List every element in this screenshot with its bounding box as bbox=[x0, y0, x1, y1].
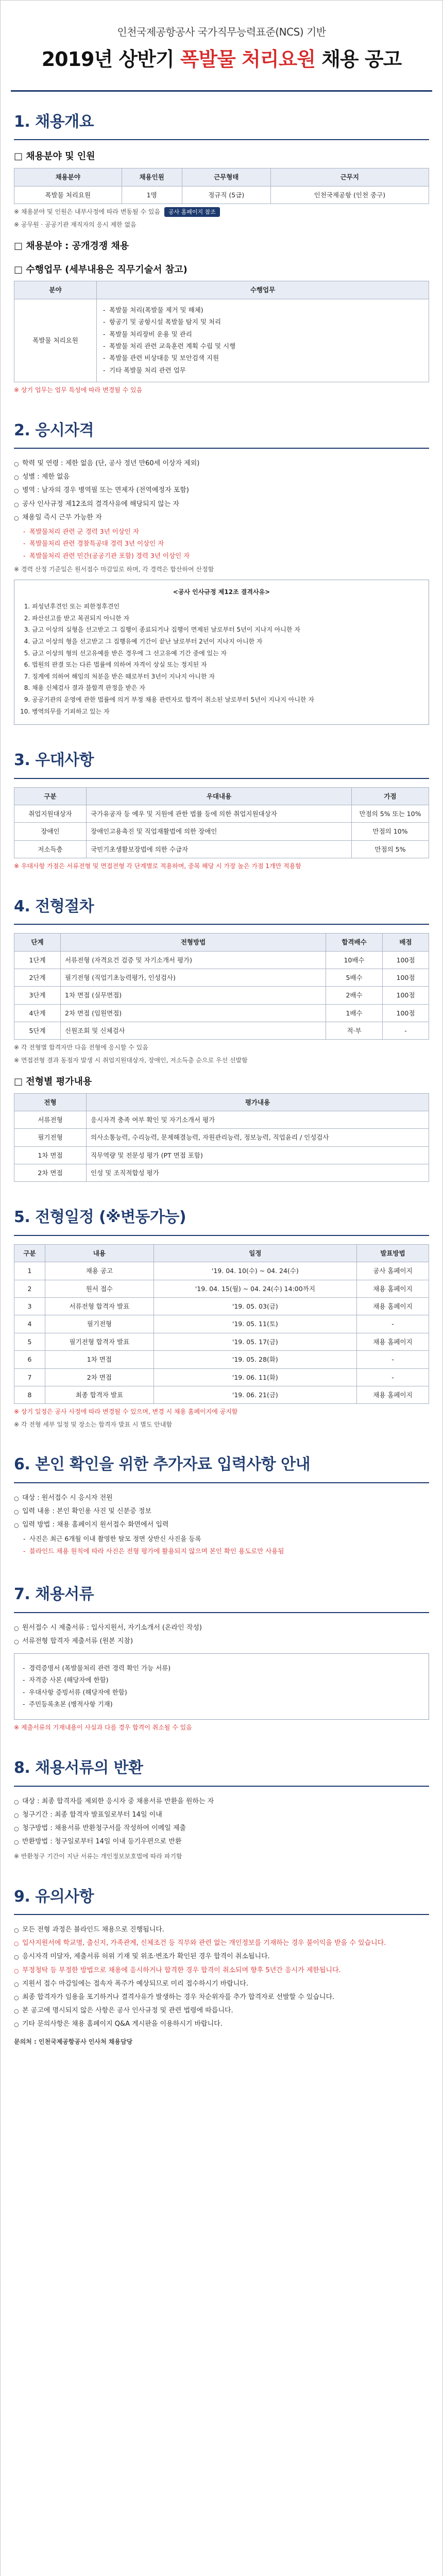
list-item: ○ 대상 : 원서접수 시 응시자 전원 bbox=[14, 1492, 429, 1505]
table-row: 폭발물 처리요원 - 폭발물 처리(폭발물 제거 및 해체) - 항공기 및 공항시설 폭발물 탐지 및 처리 - 폭발물 처리장비 운용 및 관리 - 폭발물 처리 관련 교육훈련 계획 수립 및 시행 - 폭발물 관련 비상대응 및 보안검색 지원 - 기타 폭발물 처리 관련 업무 bbox=[14, 299, 429, 382]
table-header-row: 구분 내용 일정 발표방법 bbox=[14, 1244, 429, 1262]
list-item: - 폭발물처리 관련 군 경력 3년 이상인 자 bbox=[23, 526, 429, 537]
section-process bbox=[1, 876, 442, 1188]
list-item: ○ 응시자격 미달자, 제출서류 허위 기재 및 위조·변조가 확인된 경우 합격이 취소됩니다. bbox=[14, 1950, 429, 1963]
table-row: 2단계 필기전형 (직업기초능력평가, 인성검사) 5배수 100점 bbox=[14, 969, 429, 986]
section-identity bbox=[1, 1434, 442, 1564]
subsection-title: □ 전형별 평가내용 bbox=[14, 1075, 429, 1089]
list-item: - 폭발물 처리장비 운용 및 관리 bbox=[103, 328, 424, 340]
contact-info: 문의처 : 인천국제공항공사 인사처 채용담당 bbox=[14, 2038, 133, 2046]
career-note: ※ 경력 산정 기준일은 원서접수 마감일로 하며, 각 경력은 합산하여 산정함 bbox=[14, 566, 214, 573]
section-title: 9. 유의사항 bbox=[14, 1885, 429, 1916]
section-notice bbox=[1, 1867, 442, 2052]
section-preference bbox=[1, 730, 442, 876]
list-item: - 폭발물처리 관련 민간(공공기관 포함) 경력 3년 이상인 자 bbox=[23, 550, 429, 562]
list-item: ○ 청구방법 : 채용서류 반환청구서를 작성하여 이메일 제출 bbox=[14, 1822, 429, 1835]
table-row: 5 필기전형 합격자 발표 '19. 05. 17(금) 채용 홈페이지 bbox=[14, 1333, 429, 1350]
process-table bbox=[14, 933, 429, 1040]
field-note: ※ 채용분야 및 인원은 내부사정에 따라 변동될 수 있음 공사 홈페이지 참조 bbox=[14, 207, 429, 217]
schedule-note: ※ 각 전형 세부 일정 및 장소는 합격자 발표 시 별도 안내함 bbox=[14, 1420, 173, 1428]
list-item: ○ 입력 내용 : 본인 확인용 사진 및 신분증 정보 bbox=[14, 1505, 429, 1518]
list-item: - 폭발물 관련 비상대응 및 보안검색 지원 bbox=[103, 352, 424, 364]
list-item: ○ 병역 : 남자의 경우 병역필 또는 면제자 (전역예정자 포함) bbox=[14, 484, 429, 497]
list-item: - 자격증 사본 (해당자에 한함) bbox=[23, 1674, 420, 1686]
documents-box bbox=[14, 1653, 429, 1720]
evaluation-table bbox=[14, 1093, 429, 1182]
return-note: ※ 반환청구 기간이 지난 서류는 개인정보보호법에 따라 파기함 bbox=[14, 1853, 182, 1860]
documents-note: ※ 제출서류의 기재내용이 사실과 다를 경우 합격이 취소될 수 있음 bbox=[14, 1724, 192, 1732]
list-item: ○ 최종 합격자가 임용을 포기하거나 결격사유가 발생하는 경우 차순위자를 추가 합격자로 선발할 수 있습니다. bbox=[14, 1991, 429, 2004]
task-note: ※ 상기 업무는 업무 특성에 따라 변경될 수 있음 bbox=[14, 386, 143, 394]
subsection-title: □ 채용분야 및 인원 bbox=[14, 149, 429, 164]
table-header-row: 전형 평가내용 bbox=[14, 1093, 429, 1111]
section-title: 1. 채용개요 bbox=[14, 110, 429, 141]
list-item: - 경력증명서 (폭발물처리 관련 경력 확인 가능 서류) bbox=[23, 1662, 420, 1674]
table-row: 1 채용 공고 '19. 04. 10(수) ~ 04. 24(수) 공사 홈페이지 bbox=[14, 1262, 429, 1280]
section-title: 6. 본인 확인을 위한 추가자료 입력사항 안내 bbox=[14, 1453, 429, 1483]
table-row: 2 원서 접수 '19. 04. 15(월) ~ 04. 24(수) 14:00까지 채용 홈페이지 bbox=[14, 1280, 429, 1297]
subsection-title: □ 수행업무 (세부내용은 직무기술서 참고) bbox=[14, 263, 429, 277]
list-item: ○ 대상 : 최종 합격자를 제외한 응시자 중 채용서류 반환을 원하는 자 bbox=[14, 1795, 429, 1808]
table-row: 저소득층 국민기초생활보장법에 의한 수급자 만점의 5% bbox=[14, 840, 429, 858]
list-item: - 폭발물 처리 관련 교육훈련 계획 수립 및 시행 bbox=[103, 340, 424, 352]
table-row: 폭발물 처리요원 1명 정규직 (5급) 인천국제공항 (인천 중구) bbox=[14, 186, 429, 204]
section-title: 7. 채용서류 bbox=[14, 1583, 429, 1613]
list-item: ○ 서류전형 합격자 제출서류 (원본 지참) bbox=[14, 1635, 429, 1648]
task-table bbox=[14, 281, 429, 382]
list-item: - 주민등록초본 (병적사항 기재) bbox=[23, 1698, 420, 1710]
schedule-table bbox=[14, 1244, 429, 1404]
list-item: - 항공기 및 공항시설 폭발물 탐지 및 처리 bbox=[103, 316, 424, 328]
notice-title bbox=[21, 44, 422, 75]
list-item: ○ 청구기간 : 최종 합격자 발표일로부터 14일 이내 bbox=[14, 1808, 429, 1822]
list-item: ○ 입사지원서에 학교명, 출신지, 가족관계, 신체조건 등 직무와 관련 없는 개인정보를 기재하는 경우 불이익을 받을 수 있습니다. bbox=[14, 1937, 429, 1950]
disqualification-box: <공사 인사규정 제12조 결격사유> 1. 피성년후견인 또는 피한정후견인 2. 파산선고를 받고 복권되지 아니한 자 3. 금고 이상의 실형을 선고받고 그 집행이 종료되거나 집행이 면제된 날로부터 5년이 지나지 아니한 자 4. 금고 이상의 형을 선고받고 그 집행유예 기간이 끝난 날로부터 2년이 지나지 아니한 자 5. 금고 이상의 형의 선고유예를 받은 경우에 그 선고유예 기간 중에 있는 자 6. 법원의 판결 또는 다른 법률에 의하여 자격이 상실 또는 정지된 자 7. 징계에 의하여 해임의 처분을 받은 때로부터 3년이 지나지 아니한 자 8. 채용 신체검사 결과 불합격 판정을 받은 자 9. 공공기관의 운영에 관한 법률에 의거 부정 채용 관련자로 합격이 취소된 날로부터 5년이 지나지 아니한 자 10. 병역의무를 기피하고 있는 자 bbox=[14, 580, 429, 725]
notice-header bbox=[11, 1, 432, 92]
list-item: ○ 지원서 접수 마감일에는 접속자 폭주가 예상되므로 미리 접수하시기 바랍니다. bbox=[14, 1977, 429, 1991]
list-item: - 우대사항 증빙서류 (해당자에 한함) bbox=[23, 1686, 420, 1698]
table-row: 서류전형 응시자격 충족 여부 확인 및 자기소개서 평가 bbox=[14, 1111, 429, 1128]
table-header-row: 분야 수행업무 bbox=[14, 281, 429, 299]
notice-subtitle: 인천국제공항공사 국가직무능력표준(NCS) 기반 bbox=[117, 26, 326, 38]
table-row: 1차 면접 직무역량 및 전문성 평가 (PT 면접 포함) bbox=[14, 1146, 429, 1164]
list-item: - 기타 폭발물 처리 관련 업무 bbox=[103, 364, 424, 376]
schedule-note: ※ 상기 일정은 공사 사정에 따라 변경될 수 있으며, 변경 시 채용 홈페이지에 공지함 bbox=[14, 1408, 238, 1416]
title-highlight: 폭발물 처리요원 bbox=[180, 48, 315, 71]
table-row: 4 필기전형 '19. 05. 11(토) - bbox=[14, 1315, 429, 1333]
section-title: 2. 응시자격 bbox=[14, 419, 429, 449]
list-item: ○ 학력 및 연령 : 제한 없음 (단, 공사 정년 만60세 이상자 제외) bbox=[14, 457, 429, 470]
field-table bbox=[14, 168, 429, 204]
list-item: ○ 입력 방법 : 채용 홈페이지 원서접수 화면에서 입력 bbox=[14, 1518, 429, 1532]
list-item: - 폭발물처리 관련 경찰특공대 경력 3년 이상인 자 bbox=[23, 537, 429, 549]
list-item: ○ 부정청탁 등 부정한 방법으로 채용에 응시하거나 합격한 경우 합격이 취소되며 향후 5년간 응시가 제한됩니다. bbox=[14, 1964, 429, 1977]
homepage-badge: 공사 홈페이지 참조 bbox=[164, 207, 220, 217]
table-row: 필기전형 의사소통능력, 수리능력, 문제해결능력, 자원관리능력, 정보능력, 직업윤리 / 인성검사 bbox=[14, 1129, 429, 1146]
section-overview bbox=[1, 92, 442, 400]
table-header-row: 구분 우대내용 가점 bbox=[14, 787, 429, 805]
table-row: 4단계 2차 면접 (임원면접) 1배수 100점 bbox=[14, 1004, 429, 1022]
preference-table bbox=[14, 787, 429, 859]
table-header-row: 채용분야 채용인원 근무형태 근무지 bbox=[14, 168, 429, 186]
section-schedule bbox=[1, 1187, 442, 1434]
table-row: 1단계 서류전형 (자격요건 검증 및 자기소개서 평가) 10배수 100점 bbox=[14, 951, 429, 969]
section-documents bbox=[1, 1564, 442, 1738]
list-item: - 블라인드 채용 원칙에 따라 사진은 전형 평가에 활용되지 않으며 본인 확인 용도로만 사용됨 bbox=[23, 1545, 429, 1557]
list-item: ○ 모든 전형 과정은 블라인드 채용으로 진행됩니다. bbox=[14, 1923, 429, 1937]
section-title: 3. 우대사항 bbox=[14, 749, 429, 779]
section-return bbox=[1, 1738, 442, 1867]
section-title: 4. 전형절차 bbox=[14, 895, 429, 925]
list-item: ○ 반환방법 : 청구일로부터 14일 이내 등기우편으로 반환 bbox=[14, 1835, 429, 1849]
list-item: ○ 성별 : 제한 없음 bbox=[14, 470, 429, 484]
table-row: 3단계 1차 면접 (실무면접) 2배수 100점 bbox=[14, 987, 429, 1004]
title-prefix: 2019년 상반기 bbox=[41, 48, 174, 71]
list-item: - 폭발물 처리(폭발물 제거 및 해체) bbox=[103, 304, 424, 316]
section-title: 5. 전형일정 (※변동가능) bbox=[14, 1206, 429, 1236]
section-title: 8. 채용서류의 반환 bbox=[14, 1756, 429, 1787]
table-row: 7 2차 면접 '19. 06. 11(화) - bbox=[14, 1368, 429, 1386]
list-item: ○ 본 공고에 명시되지 않은 사항은 공사 인사규정 및 관련 법령에 따릅니다. bbox=[14, 2004, 429, 2018]
table-row: 6 1차 면접 '19. 05. 28(화) - bbox=[14, 1351, 429, 1368]
table-row: 2차 면접 인성 및 조직적합성 평가 bbox=[14, 1164, 429, 1182]
table-header-row: 단계 전형방법 합격배수 배점 bbox=[14, 934, 429, 951]
list-item: ○ 채용일 즉시 근무 가능한 자 bbox=[14, 511, 429, 524]
table-row: 취업지원대상자 국가유공자 등 예우 및 지원에 관한 법률 등에 의한 취업지원대상자 만점의 5% 또는 10% bbox=[14, 805, 429, 823]
process-note: ※ 각 전형별 합격자만 다음 전형에 응시할 수 있음 bbox=[14, 1044, 148, 1052]
preference-note: ※ 우대사항 가점은 서류전형 및 면접전형 각 단계별로 적용하며, 중복 해당 시 가장 높은 가점 1개만 적용함 bbox=[14, 862, 301, 870]
table-row: 5단계 신원조회 및 신체검사 적·부 - bbox=[14, 1022, 429, 1040]
field-note: ※ 공무원 · 공공기관 재직자의 응시 제한 없음 bbox=[14, 221, 137, 229]
subsection-title: □ 채용분야 : 공개경쟁 채용 bbox=[14, 239, 429, 253]
list-item: - 사진은 최근 6개월 이내 촬영한 탈모 정면 상반신 사진을 등록 bbox=[23, 1533, 429, 1545]
list-item: ○ 원서접수 시 제출서류 : 입사지원서, 자기소개서 (온라인 작성) bbox=[14, 1621, 429, 1635]
table-row: 3 서류전형 합격자 발표 '19. 05. 03(금) 채용 홈페이지 bbox=[14, 1298, 429, 1315]
process-note: ※ 면접전형 결과 동점자 발생 시 취업지원대상자, 장애인, 저소득층 순으로 우선 선발함 bbox=[14, 1057, 248, 1064]
section-eligibility bbox=[1, 400, 442, 730]
list-item: ○ 기타 문의사항은 채용 홈페이지 Q&A 게시판을 이용하시기 바랍니다. bbox=[14, 2018, 429, 2031]
title-suffix: 채용 공고 bbox=[321, 48, 402, 71]
list-item: ○ 공사 인사규정 제12조의 결격사유에 해당되지 않는 자 bbox=[14, 498, 429, 511]
table-row: 8 최종 합격자 발표 '19. 06. 21(금) 채용 홈페이지 bbox=[14, 1386, 429, 1403]
table-row: 장애인 장애인고용촉진 및 직업재활법에 의한 장애인 만점의 10% bbox=[14, 823, 429, 840]
